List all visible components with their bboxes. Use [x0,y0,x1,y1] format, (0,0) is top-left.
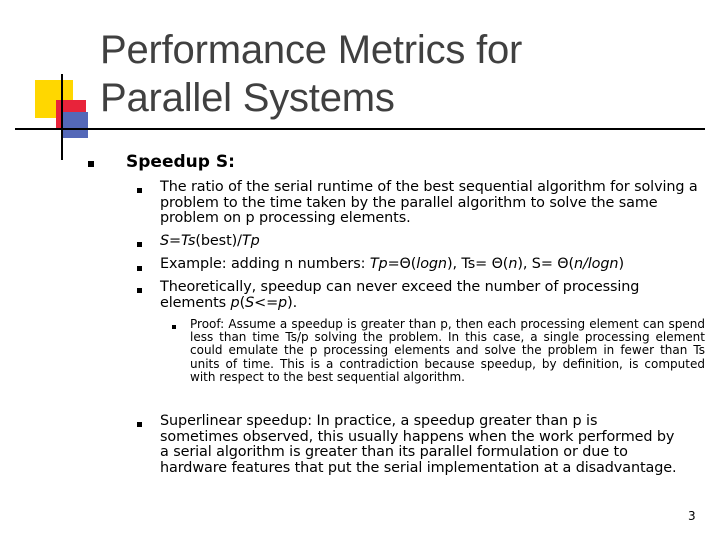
proof-text: Proof: Assume a speedup is greater than p, then each processing element can spend less than time Ts/p solving the problem. In this case, a single processing element could emulate the p processing elements and solve the problem in fewer than Ts units of time. This is a contradiction because speedup, by definition, is computed with respect to the best sequential algorithm. [190,317,705,384]
title-divider [15,128,705,130]
bullet-icon [137,242,142,247]
list-item-example: Example: adding n numbers: Tp=Θ(logn), Ts= Θ(n), S= Θ(n/logn) [160,256,624,272]
list-item-superlinear: Superlinear speedup: In practice, a speedup greater than p is sometimes observed, this usually happens when the work performed by a serial algorithm is greater than its parallel formulation or due to hardware features that put the serial implementation at a disadvantage. [160,413,677,476]
page-number: 3 [688,509,696,523]
title-line-2: Parallel Systems [100,76,395,120]
logo-blue-square [62,112,88,138]
slide-title [100,26,522,122]
bullet-icon [137,188,142,193]
logo-vertical-line [61,74,63,160]
bullet-icon [137,266,142,271]
bullet-icon [137,422,142,427]
list-item-theoretical: Theoretically, speedup can never exceed the number of processing elements p(S<=p). [160,279,640,311]
title-line-1: Performance Metrics for [100,28,523,72]
bullet-icon [172,325,176,329]
section-heading: Speedup S: [126,152,235,172]
bullet-icon [137,288,142,293]
list-item-definition: The ratio of the serial runtime of the best sequential algorithm for solving a problem to the time taken by the parallel algorithm to solve the same problem on p processing elements. [160,179,698,227]
bullet-icon [88,161,94,167]
list-item-formula: S=Ts(best)/Tp [160,233,260,249]
